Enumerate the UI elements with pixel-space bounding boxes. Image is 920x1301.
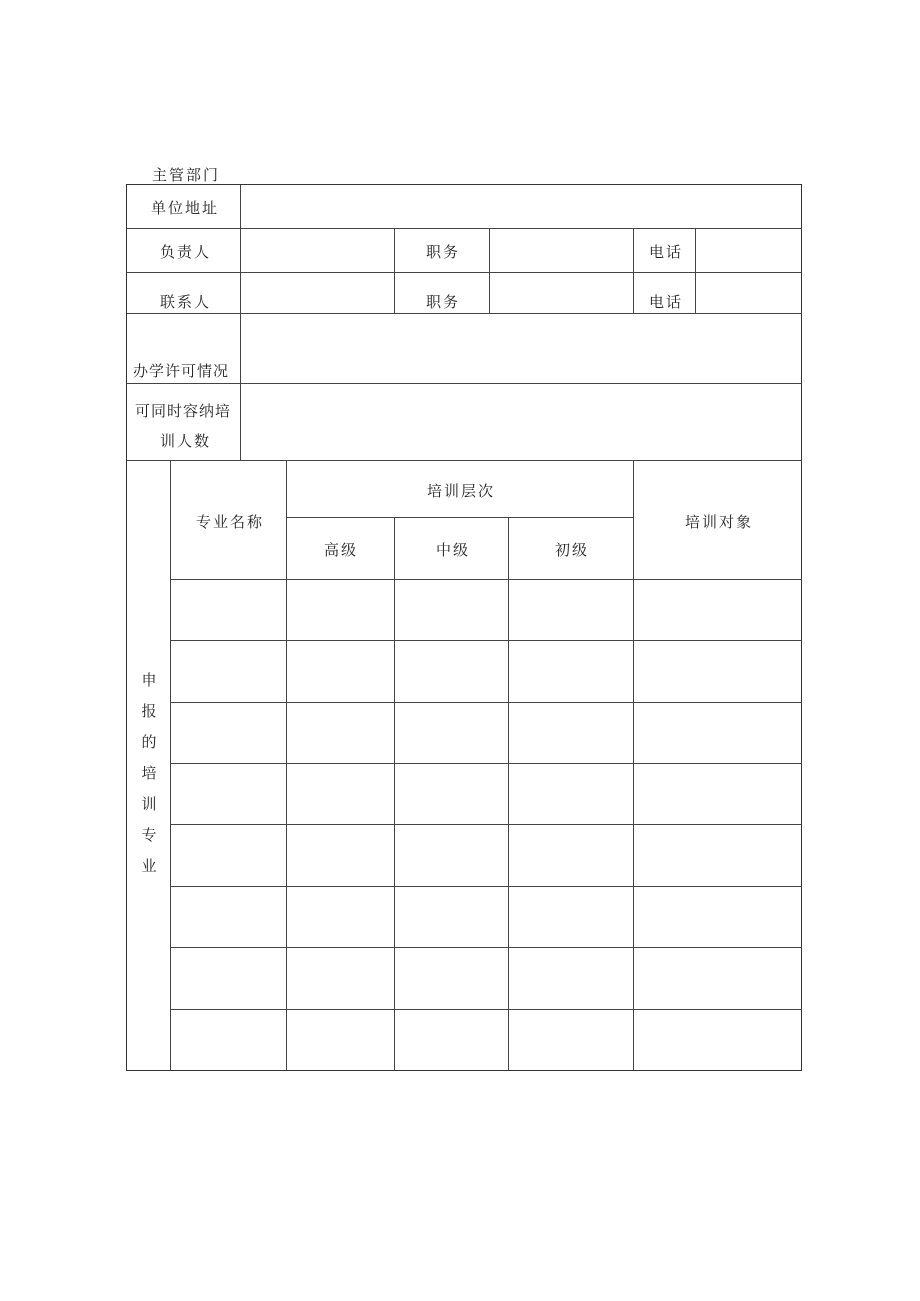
- level-intermediate-header: 中级: [436, 541, 471, 559]
- school-license-label: 办学许可情况: [133, 362, 230, 380]
- principal-phone-label: 电话: [649, 243, 684, 261]
- column-divider: [240, 185, 241, 460]
- level-header-divider: [286, 517, 633, 518]
- contact-phone-input[interactable]: [697, 274, 800, 312]
- section-label-char: 训: [141, 795, 157, 813]
- principal-phone-input[interactable]: [697, 230, 800, 271]
- row-divider: [127, 228, 802, 229]
- column-divider: [695, 228, 696, 313]
- row-divider: [171, 640, 802, 641]
- capacity-label-line1: 可同时容纳培: [135, 402, 232, 420]
- section-label-char: 的: [141, 733, 157, 751]
- section-label-char: 培: [141, 764, 157, 782]
- section-label-char: 业: [141, 857, 157, 875]
- level-senior-header: 高级: [324, 541, 359, 559]
- school-license-input[interactable]: [242, 315, 800, 382]
- training-target-header: 培训对象: [685, 513, 754, 531]
- row-divider: [127, 313, 802, 314]
- major-name-header: 专业名称: [196, 513, 265, 531]
- contact-position-input[interactable]: [491, 274, 632, 312]
- column-divider: [489, 228, 490, 313]
- section-label-declared-majors: [140, 665, 158, 882]
- section-label-char: 申: [141, 671, 157, 689]
- row-divider: [127, 272, 802, 273]
- contact-position-label: 职务: [426, 293, 461, 311]
- column-divider: [394, 517, 395, 1070]
- column-divider: [394, 228, 395, 313]
- contact-phone-label: 电话: [649, 293, 684, 311]
- capacity-label-line2: 训人数: [160, 432, 212, 450]
- section-label-char: 报: [141, 702, 157, 720]
- row-divider: [171, 886, 802, 887]
- row-divider: [171, 702, 802, 703]
- principal-position-label: 职务: [426, 243, 461, 261]
- principal-position-input[interactable]: [491, 230, 632, 271]
- level-junior-header: 初级: [555, 541, 590, 559]
- row-divider: [127, 383, 802, 384]
- row-divider: [171, 1009, 802, 1010]
- supervisor-label: 主管部门: [152, 166, 221, 184]
- contact-input[interactable]: [242, 274, 393, 312]
- column-divider: [633, 460, 634, 1070]
- contact-label: 联系人: [160, 293, 212, 311]
- unit-address-label: 单位地址: [151, 199, 220, 217]
- principal-label: 负责人: [160, 243, 212, 261]
- capacity-input[interactable]: [242, 385, 800, 459]
- column-divider: [508, 517, 509, 1070]
- column-divider: [170, 460, 171, 1070]
- unit-address-input[interactable]: [242, 186, 800, 227]
- column-divider: [633, 228, 634, 313]
- row-divider: [171, 763, 802, 764]
- section-label-char: 专: [141, 826, 157, 844]
- row-divider: [171, 947, 802, 948]
- row-divider: [171, 824, 802, 825]
- column-divider: [286, 460, 287, 1070]
- training-level-header: 培训层次: [427, 482, 496, 500]
- row-divider: [171, 579, 802, 580]
- principal-input[interactable]: [242, 230, 393, 271]
- row-divider: [127, 460, 802, 461]
